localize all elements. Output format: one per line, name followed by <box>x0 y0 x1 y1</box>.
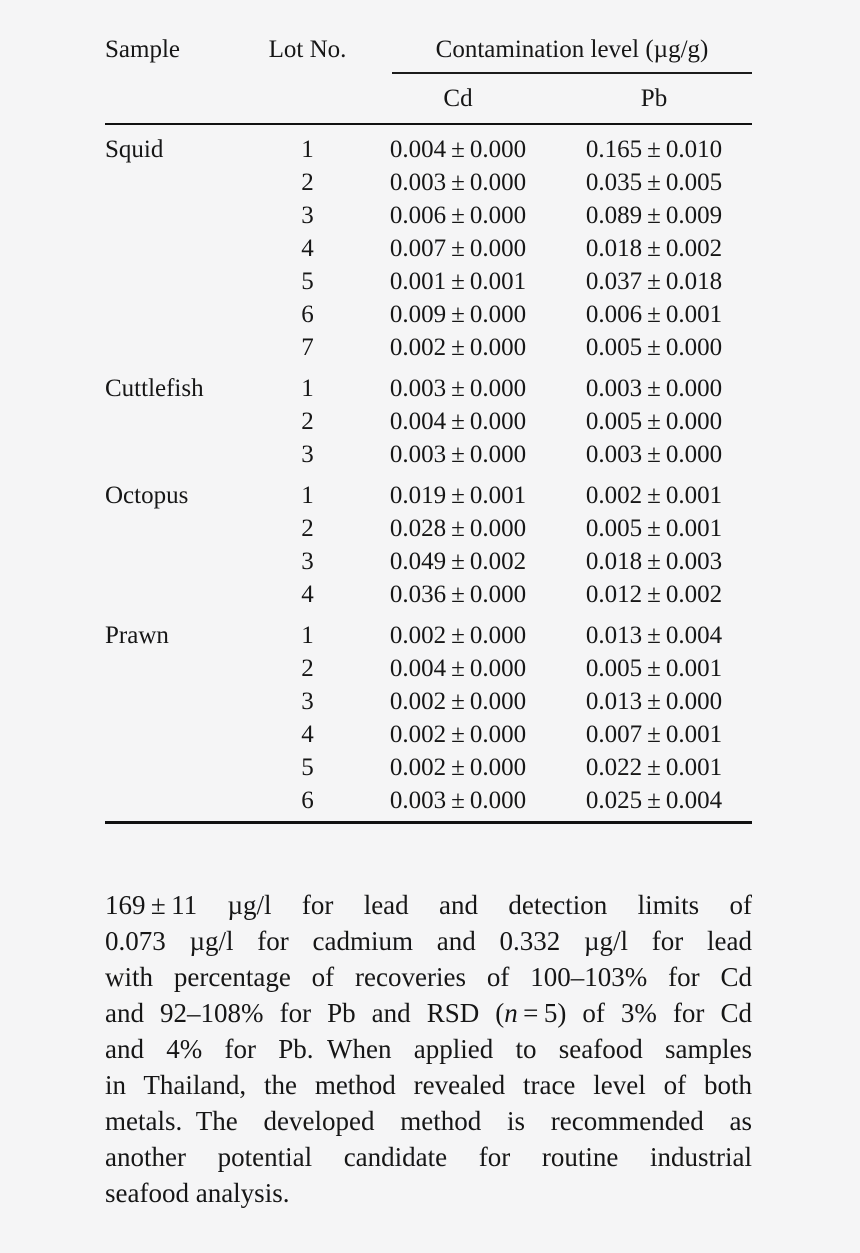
cell-cd-value: 0.019 ± 0.001 <box>389 482 527 509</box>
paragraph-line: and 4% for Pb. When applied to seafood samples <box>105 1034 752 1064</box>
cell-lot-no: 3 <box>301 688 314 715</box>
table-row <box>105 652 752 685</box>
cell-cd-value: 0.007 ± 0.000 <box>389 235 527 262</box>
cell-cd-value: 0.006 ± 0.000 <box>389 202 527 229</box>
table-row <box>105 471 752 512</box>
cell-pb-value: 0.013 ± 0.004 <box>585 622 723 649</box>
header-contamination-level: Contamination level (µg/g) <box>392 34 752 74</box>
table-header-row-sub <box>105 74 752 123</box>
table-row <box>105 685 752 718</box>
paragraph-text: = 5) of 3% for Cd <box>517 998 752 1028</box>
table-row <box>105 166 752 199</box>
header-lot-no: Lot No. <box>268 36 347 63</box>
cell-pb-value: 0.018 ± 0.003 <box>585 548 723 575</box>
cell-sample <box>105 265 255 298</box>
cell-lot-no: 1 <box>301 482 314 509</box>
header-cd: Cd <box>443 85 473 112</box>
table-row <box>105 578 752 611</box>
paragraph-line: 0.073 µg/l for cadmium and 0.332 µg/l for lead <box>105 926 752 956</box>
cell-lot-no: 4 <box>301 235 314 262</box>
cell-pb-value: 0.089 ± 0.009 <box>585 202 723 229</box>
cell-lot-no: 3 <box>301 441 314 468</box>
table-row <box>105 199 752 232</box>
cell-sample: Squid <box>105 136 164 163</box>
cell-sample <box>105 438 255 471</box>
cell-pb-value: 0.005 ± 0.001 <box>585 515 723 542</box>
cell-cd-value: 0.003 ± 0.000 <box>389 375 527 402</box>
cell-cd-value: 0.002 ± 0.000 <box>389 721 527 748</box>
table-row <box>105 438 752 471</box>
header-spacer <box>255 74 360 123</box>
cell-pb-value: 0.165 ± 0.010 <box>585 136 723 163</box>
cell-pb-value: 0.035 ± 0.005 <box>585 169 723 196</box>
cell-pb-value: 0.022 ± 0.001 <box>585 754 723 781</box>
document-body <box>105 34 752 1211</box>
table-row <box>105 611 752 652</box>
table-row <box>105 364 752 405</box>
paragraph-line: seafood analysis. <box>105 1178 290 1208</box>
header-sample: Sample <box>105 36 180 63</box>
cell-pb-value: 0.037 ± 0.018 <box>585 268 723 295</box>
cell-cd-value: 0.003 ± 0.000 <box>389 441 527 468</box>
cell-pb-value: 0.005 ± 0.001 <box>585 655 723 682</box>
cell-lot-no: 1 <box>301 375 314 402</box>
cell-cd-value: 0.036 ± 0.000 <box>389 581 527 608</box>
cell-pb-value: 0.007 ± 0.001 <box>585 721 723 748</box>
cell-lot-no: 6 <box>301 301 314 328</box>
cell-cd-value: 0.003 ± 0.000 <box>389 169 527 196</box>
cell-cd-value: 0.004 ± 0.000 <box>389 136 527 163</box>
cell-cd-value: 0.004 ± 0.000 <box>389 655 527 682</box>
cell-sample <box>105 199 255 232</box>
cell-cd-value: 0.001 ± 0.001 <box>389 268 527 295</box>
cell-lot-no: 6 <box>301 787 314 814</box>
table-row <box>105 298 752 331</box>
paragraph-line: with percentage of recoveries of 100–103% for Cd <box>105 962 752 992</box>
cell-pb-value: 0.025 ± 0.004 <box>585 787 723 814</box>
cell-pb-value: 0.018 ± 0.002 <box>585 235 723 262</box>
table-row <box>105 545 752 578</box>
cell-sample <box>105 166 255 199</box>
cell-pb-value: 0.005 ± 0.000 <box>585 408 723 435</box>
cell-pb-value: 0.005 ± 0.000 <box>585 334 723 361</box>
paragraph-text: and 92–108% for Pb and RSD ( <box>105 998 505 1028</box>
cell-pb-value: 0.013 ± 0.000 <box>585 688 723 715</box>
table-body <box>105 123 752 824</box>
cell-sample <box>105 512 255 545</box>
table-row <box>105 784 752 817</box>
table-row <box>105 331 752 364</box>
table-row <box>105 265 752 298</box>
table-row <box>105 125 752 166</box>
paragraph-line: metals. The developed method is recommended as <box>105 1106 752 1136</box>
cell-lot-no: 2 <box>301 655 314 682</box>
cell-cd-value: 0.009 ± 0.000 <box>389 301 527 328</box>
cell-lot-no: 1 <box>301 622 314 649</box>
table-header-row-top <box>105 34 752 74</box>
cell-sample <box>105 578 255 611</box>
cell-cd-value: 0.049 ± 0.002 <box>389 548 527 575</box>
table-row <box>105 751 752 784</box>
cell-sample <box>105 331 255 364</box>
cell-cd-value: 0.002 ± 0.000 <box>389 334 527 361</box>
cell-sample <box>105 718 255 751</box>
cell-lot-no: 1 <box>301 136 314 163</box>
cell-pb-value: 0.006 ± 0.001 <box>585 301 723 328</box>
header-pb: Pb <box>640 85 668 112</box>
cell-lot-no: 3 <box>301 202 314 229</box>
cell-sample <box>105 405 255 438</box>
cell-pb-value: 0.002 ± 0.001 <box>585 482 723 509</box>
cell-cd-value: 0.004 ± 0.000 <box>389 408 527 435</box>
cell-pb-value: 0.003 ± 0.000 <box>585 441 723 468</box>
table-row <box>105 718 752 751</box>
cell-cd-value: 0.002 ± 0.000 <box>389 622 527 649</box>
cell-pb-value: 0.012 ± 0.002 <box>585 581 723 608</box>
cell-sample <box>105 652 255 685</box>
cell-sample <box>105 298 255 331</box>
cell-sample: Cuttlefish <box>105 375 204 402</box>
cell-lot-no: 4 <box>301 721 314 748</box>
table-row <box>105 512 752 545</box>
table-row <box>105 405 752 438</box>
cell-sample <box>105 751 255 784</box>
table-row <box>105 232 752 265</box>
cell-sample <box>105 784 255 817</box>
cell-lot-no: 4 <box>301 581 314 608</box>
cell-lot-no: 2 <box>301 408 314 435</box>
paragraph-line <box>105 995 752 1031</box>
cell-lot-no: 2 <box>301 515 314 542</box>
cell-lot-no: 5 <box>301 754 314 781</box>
abstract-paragraph <box>105 887 752 1211</box>
cell-sample <box>105 232 255 265</box>
cell-pb-value: 0.003 ± 0.000 <box>585 375 723 402</box>
paragraph-line: 169 ± 11 µg/l for lead and detection limits of <box>105 890 752 920</box>
cell-cd-value: 0.002 ± 0.000 <box>389 688 527 715</box>
contamination-table <box>105 34 752 824</box>
cell-lot-no: 5 <box>301 268 314 295</box>
italic-variable-n: n <box>504 998 518 1028</box>
cell-sample <box>105 685 255 718</box>
cell-sample <box>105 545 255 578</box>
cell-sample: Octopus <box>105 482 189 509</box>
cell-cd-value: 0.003 ± 0.000 <box>389 787 527 814</box>
cell-cd-value: 0.028 ± 0.000 <box>389 515 527 542</box>
cell-sample: Prawn <box>105 622 169 649</box>
cell-cd-value: 0.002 ± 0.000 <box>389 754 527 781</box>
cell-lot-no: 3 <box>301 548 314 575</box>
header-spacer <box>105 74 255 123</box>
cell-lot-no: 2 <box>301 169 314 196</box>
paragraph-line: in Thailand, the method revealed trace level of both <box>105 1070 752 1100</box>
cell-lot-no: 7 <box>301 334 314 361</box>
paragraph-line: another potential candidate for routine industrial <box>105 1142 752 1172</box>
